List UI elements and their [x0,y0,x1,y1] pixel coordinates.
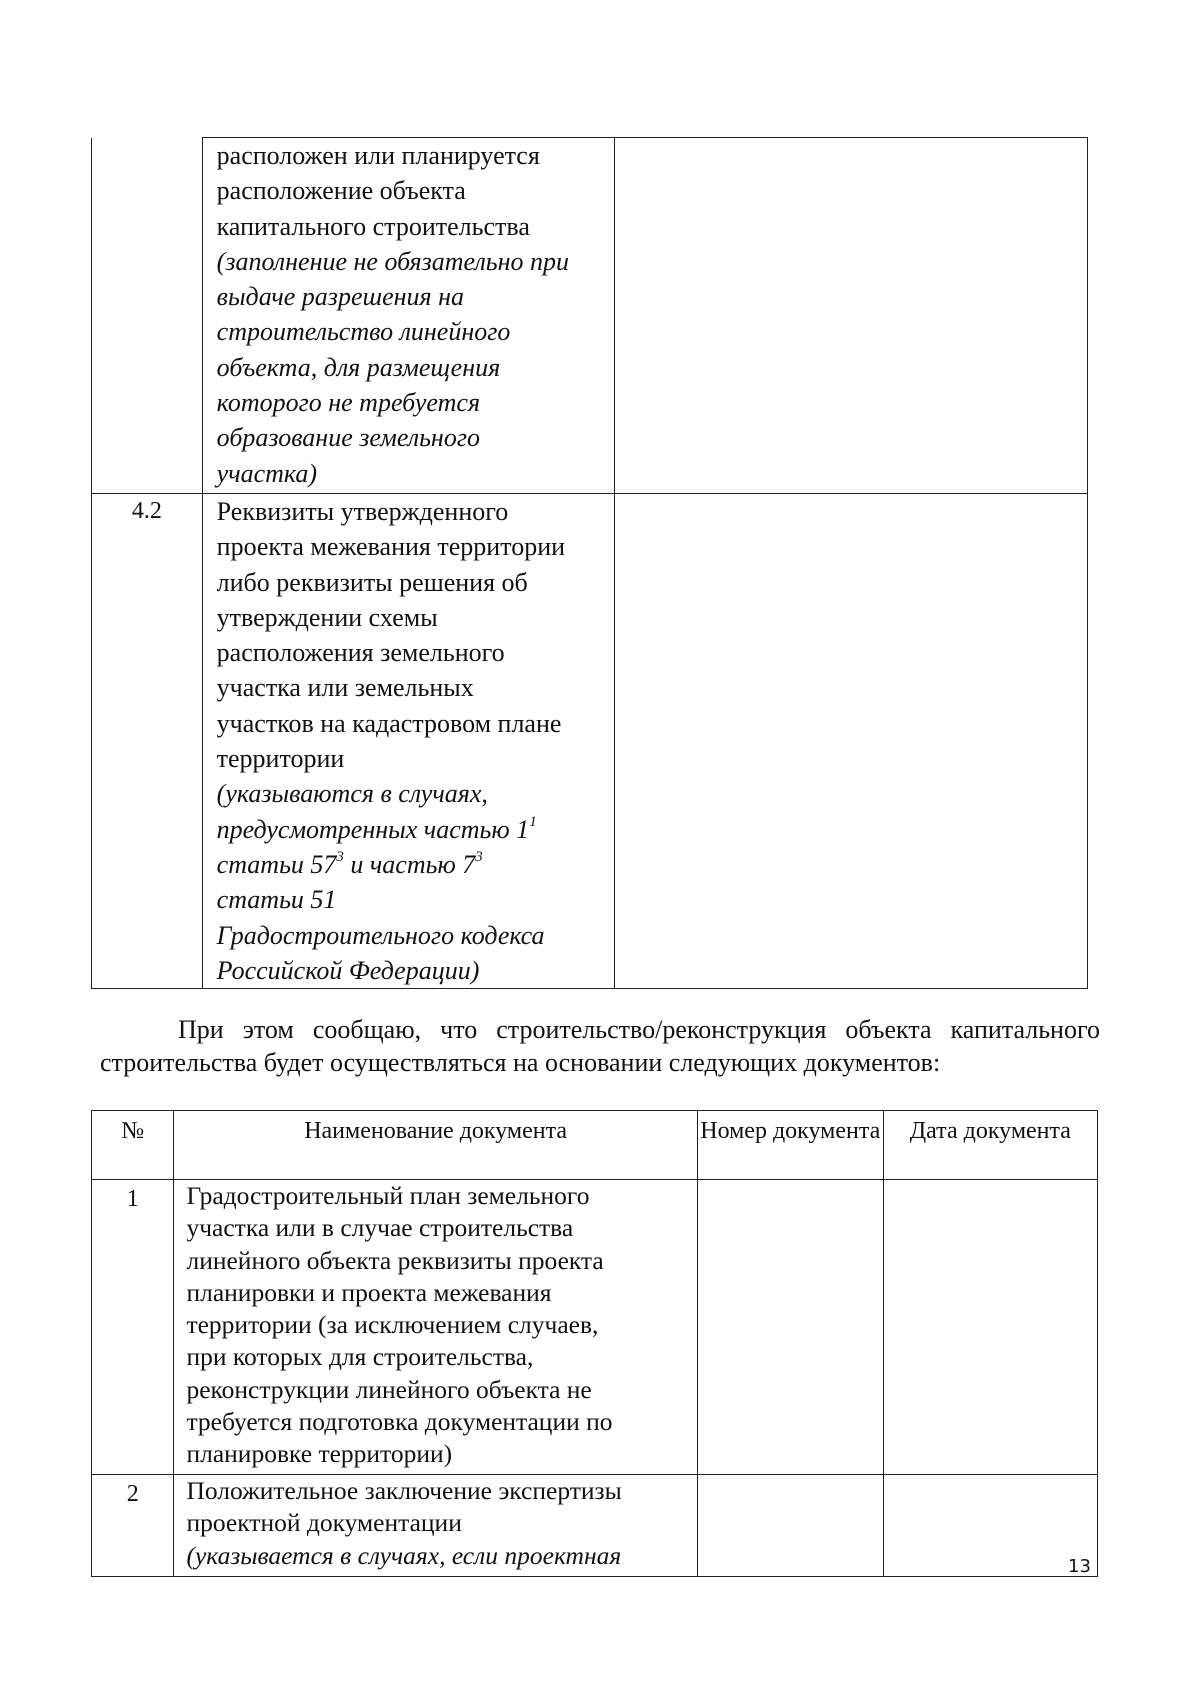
row-label-line: расположение объекта [216,176,466,206]
row-note-line: которого не требуется [216,388,481,418]
document-name-line: участка или в случае строительства [186,1213,574,1243]
row-number-cell: 2 [92,1475,174,1577]
row-label-line: участков на кадастровом плане [216,708,562,738]
row-note-line: строительство линейного [216,317,511,347]
document-name-line: планировке территории) [186,1439,453,1469]
row-value-cell[interactable] [614,494,1087,989]
row-note-line: участка) [216,458,318,488]
row-note-line: Градостроительного кодекса [216,920,545,950]
document-name-cell [174,1475,697,1577]
row-label-line: расположения земельного [216,638,505,668]
header-document-date: Дата документа [883,1111,1097,1180]
document-date-cell[interactable] [883,1180,1097,1475]
document-name-note: (указывается в случаях, если проектная [186,1540,622,1570]
table-row [92,1180,1098,1475]
document-number-cell[interactable] [697,1475,883,1577]
row-label-line: участка или земельных [216,673,474,703]
document-name-line: реконструкции линейного объекта не [186,1374,592,1404]
paragraph-text: При этом сообщаю, что строительство/реконструкция объекта капитального строительства будет осуществляться на основании следующих документов: [100,1015,1100,1077]
row-label-line: капитального строительства [216,211,530,241]
row-number-cell: 1 [92,1180,174,1475]
row-label-cell [202,494,614,989]
superscript: 1 [529,814,537,831]
note-text: статьи 57 [216,849,337,879]
document-date-cell[interactable] [883,1475,1097,1577]
row-label-line: проекта межевания территории [216,532,566,562]
document-name-line: Положительное заключение экспертизы [186,1476,622,1505]
row-label-line: утверждении схемы [216,602,438,632]
document-name-line: при которых для строительства, [186,1342,534,1372]
header-document-number: Номер документа [697,1111,883,1180]
table-row [92,494,1088,989]
row-note-line: образование земельного [216,423,480,453]
document-name-line: линейного объекта реквизиты проекта [186,1245,604,1275]
row-note-line: Российской Федерации) [216,955,480,985]
row-note-line [217,812,614,847]
documents-table [91,1110,1098,1577]
row-note-line: объекта, для размещения [216,352,501,382]
document-name-line: Градостроительный план земельного [186,1181,590,1210]
page-number: 13 [1068,1556,1091,1577]
note-text: предусмотренных частью 1 [216,814,530,844]
document-name-line: требуется подготовка документации по [186,1407,613,1437]
row-label-line: либо реквизиты решения об [216,567,528,597]
row-label-line: Реквизиты утвержденного [216,497,509,526]
row-number-cell: 4.2 [92,494,203,989]
document-name-cell [174,1180,697,1475]
table-header-row [92,1111,1098,1180]
row-label-line: территории [216,744,345,774]
document-name-line: территории (за исключением случаев, [186,1310,599,1340]
header-document-name: Наименование документа [174,1111,697,1180]
document-number-cell[interactable] [697,1180,883,1475]
row-label-cell [202,138,614,494]
row-value-cell[interactable] [614,138,1087,494]
document-name-line: проектной документации [186,1508,462,1538]
row-note-line: статьи 51 [216,885,337,915]
row-note-line: (заполнение не обязательно при [216,246,570,276]
table-row [92,138,1088,494]
superscript: 3 [336,849,344,866]
header-number: № [92,1111,174,1180]
row-note-line: (указываются в случаях, [216,779,488,809]
row-note-line [217,847,614,882]
requisites-table [91,137,1088,989]
row-label-line: расположен или планируется [216,141,540,170]
body-paragraph [100,1013,1100,1079]
row-number-cell [92,138,203,494]
table-row [92,1475,1098,1577]
row-note-line: выдаче разрешения на [216,282,465,312]
note-text: и частью 7 [343,849,476,879]
document-name-line: планировки и проекта межевания [186,1277,552,1307]
superscript: 3 [475,849,483,866]
